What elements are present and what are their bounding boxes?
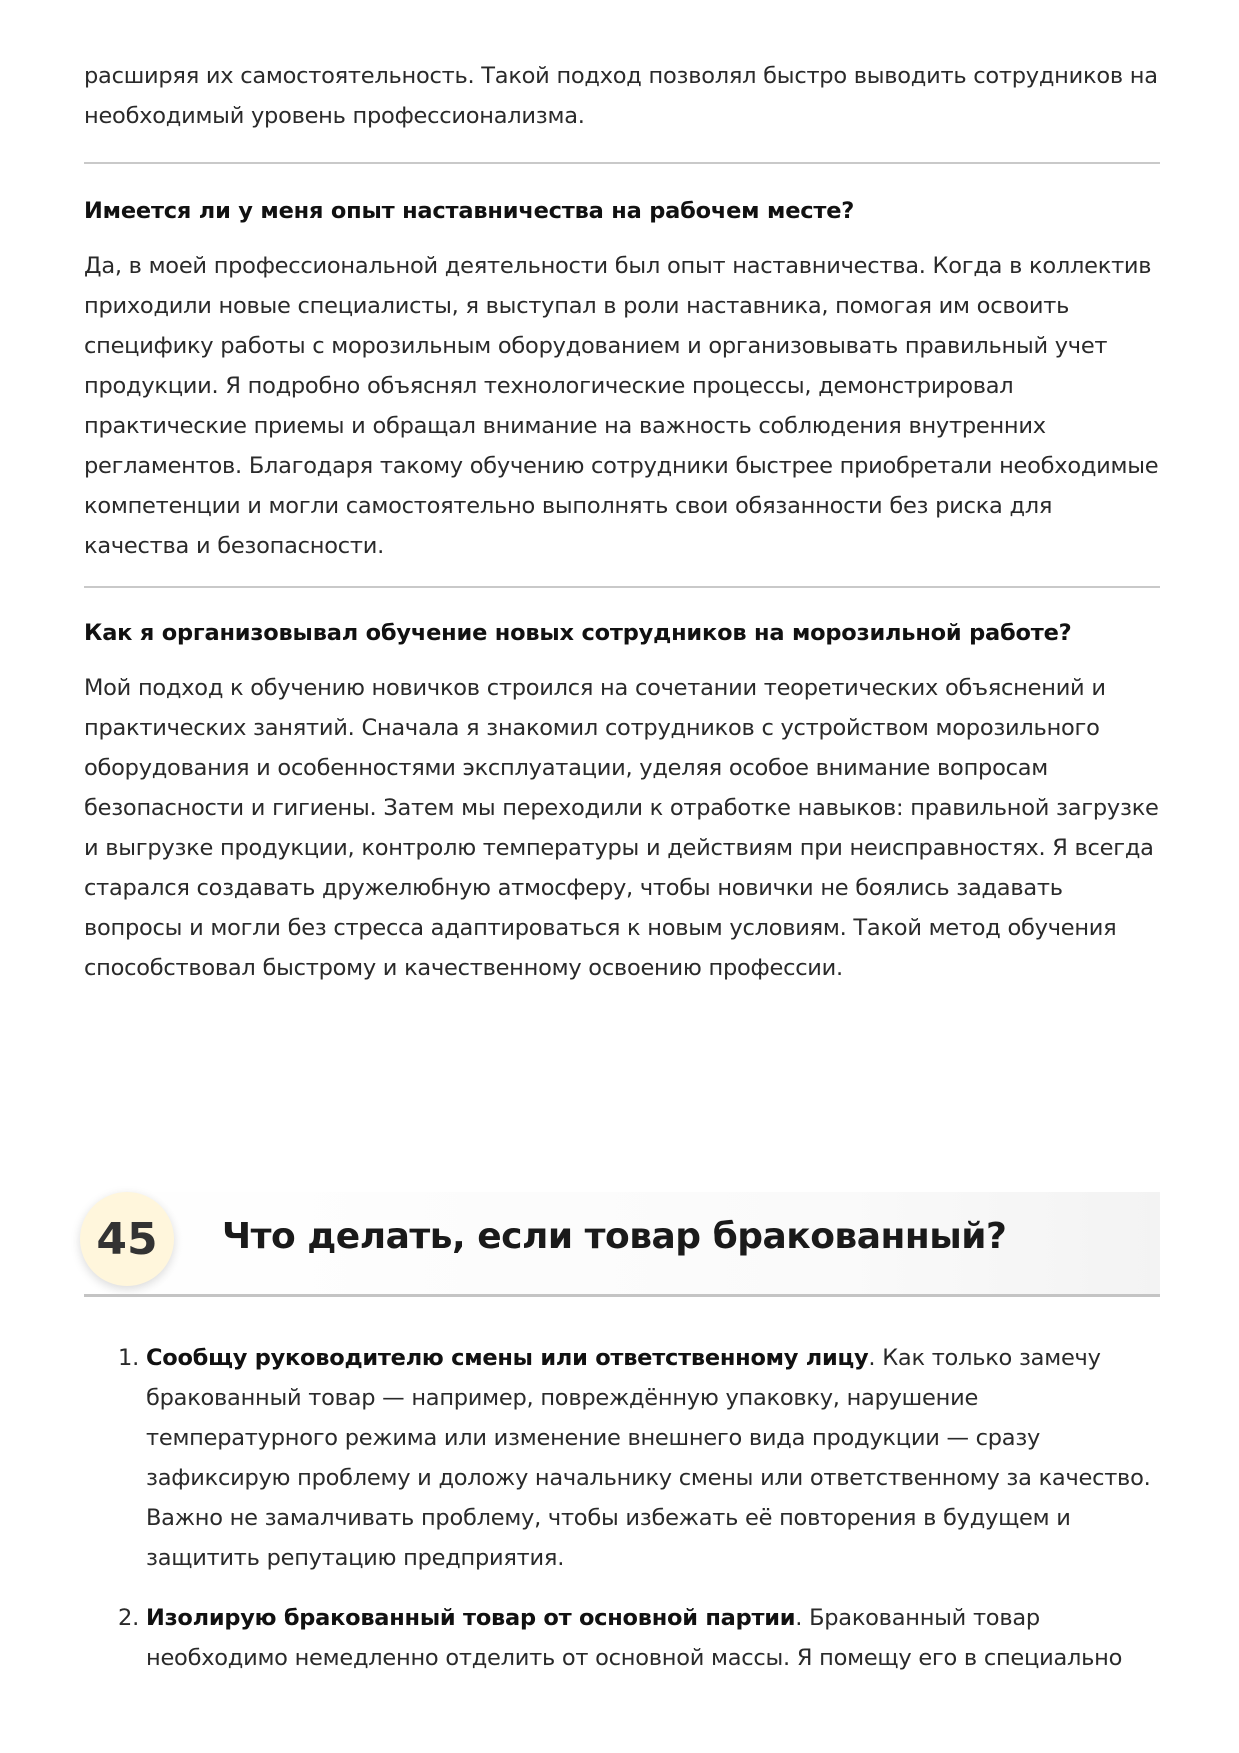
section-title: Что делать, если товар бракованный? [222,1216,1007,1257]
divider [84,586,1160,588]
list-item-text: . Как только замечу бракованный товар — например, повреждённую упаковку, нарушение температурного режима или изменение внешнего вида продукции — сразу зафиксирую проблему и доложу начальнику смены или ответственному за качество. Важно не замалчивать проблему, чтобы избежать её повторения в будущем и защитить репутацию предприятия. [146,1345,1151,1571]
list-item-bold: Изолирую бракованный товар от основной партии [146,1605,796,1631]
list-item [84,1598,1160,1678]
intro-paragraph: расширяя их самостоятельность. Такой подход позволял быстро выводить сотрудников на необходимый уровень профессионализма. [84,63,1158,129]
list-item-number: 2. [118,1605,139,1631]
list-item-bold: Сообщу руководителю смены или ответственному лицу [146,1345,869,1371]
list-item-number: 1. [118,1345,139,1371]
divider [84,162,1160,164]
document-body [84,56,1160,988]
answer-paragraph: Да, в моей профессиональной деятельности был опыт наставничества. Когда в коллектив приходили новые специалисты, я выступал в роли наставника, помогая им освоить специфику работы с морозильным оборудованием и организовывать правильный учет продукции. Я подробно объяснял технологические процессы, демонстрировал практические приемы и обращал внимание на важность соблюдения внутренних регламентов. Благодаря такому обучению сотрудники быстрее приобретали необходимые компетенции и могли самостоятельно выполнять свои обязанности без риска для качества и безопасности. [84,253,1159,559]
section-number-badge: 45 [80,1192,174,1286]
list-item [84,1338,1160,1578]
answer-paragraph: Мой подход к обучению новичков строился на сочетании теоретических объяснений и практических занятий. Сначала я знакомил сотрудников с устройством морозильного оборудования и особенностями эксплуатации, уделяя особое внимание вопросам безопасности и гигиены. Затем мы переходили к отработке навыков: правильной загрузке и выгрузке продукции, контролю температуры и действиям при неисправностях. Я всегда старался создавать дружелюбную атмосферу, чтобы новички не боялись задавать вопросы и могли без стресса адаптироваться к новым условиям. Такой метод обучения способствовал быстрому и качественному освоению профессии. [84,675,1159,981]
question-heading: Как я организовывал обучение новых сотрудников на морозильной работе? [84,620,1072,646]
list-item-text: . Бракованный товар необходимо немедленно отделить от основной массы. Я помещу его в специально [146,1605,1123,1671]
steps-list [84,1338,1160,1698]
section-header [84,1192,1160,1298]
question-heading: Имеется ли у меня опыт наставничества на рабочем месте? [84,198,855,224]
section-underline [84,1294,1160,1297]
